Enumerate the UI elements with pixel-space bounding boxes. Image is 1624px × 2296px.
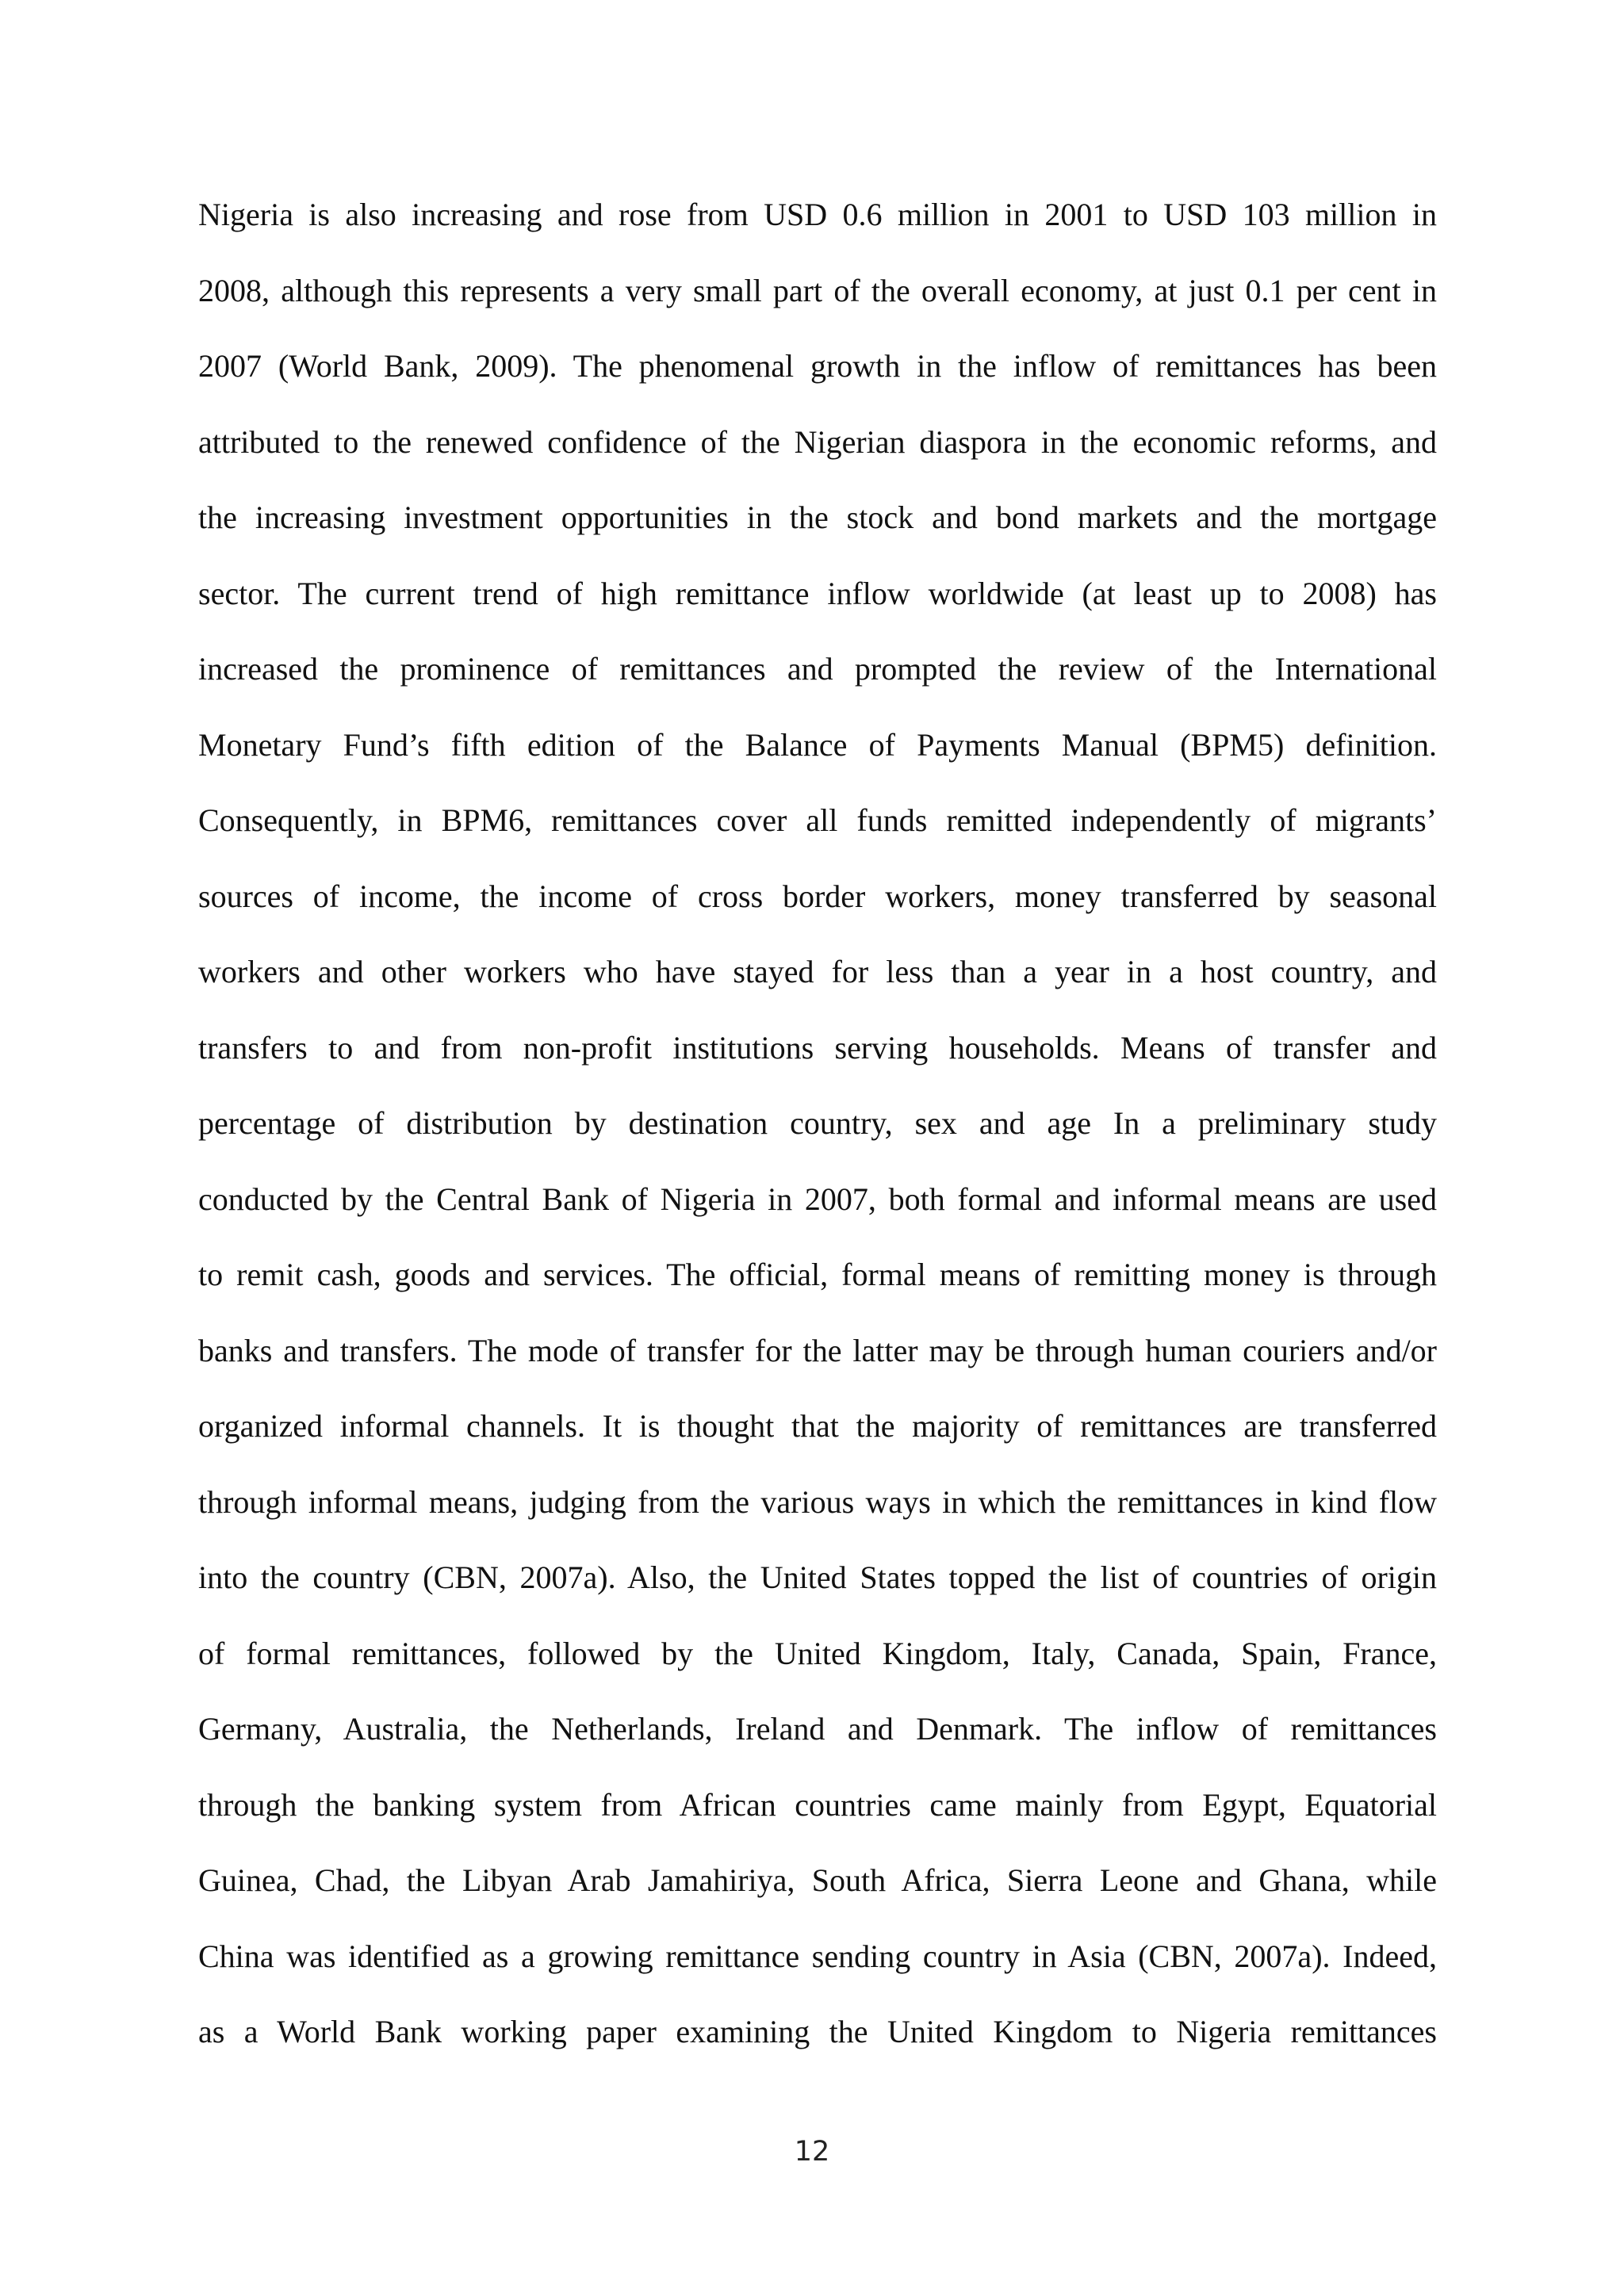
text-line: through informal means, judging from the various ways in which the remittances in kind flow <box>198 1483 1437 1520</box>
text-line: as a World Bank working paper examining the United Kingdom to Nigeria remittances <box>198 2014 1437 2049</box>
text-line: 2008, although this represents a very small part of the overall economy, at just 0.1 per cent in <box>198 272 1437 308</box>
text-line: increased the prominence of remittances and prompted the review of the International <box>198 651 1437 687</box>
page-number: 12 <box>794 2136 830 2168</box>
text-line: Germany, Australia, the Netherlands, Ireland and Denmark. The inflow of remittances <box>198 1711 1437 1747</box>
text-line: of formal remittances, followed by the United Kingdom, Italy, Canada, Spain, France, <box>198 1635 1437 1671</box>
text-line: Monetary Fund’s fifth edition of the Balance of Payments Manual (BPM5) definition. <box>198 726 1437 763</box>
text-line: conducted by the Central Bank of Nigeria in 2007, both formal and informal means are used <box>198 1181 1437 1217</box>
text-line: Nigeria is also increasing and rose from USD 0.6 million in 2001 to USD 103 million in <box>198 197 1437 232</box>
text-line: banks and transfers. The mode of transfer for the latter may be through human couriers and/or <box>198 1332 1437 1368</box>
text-line: the increasing investment opportunities in the stock and bond markets and the mortgage <box>198 499 1437 535</box>
text-line: sector. The current trend of high remittance inflow worldwide (at least up to 2008) has <box>198 575 1437 611</box>
text-line: Consequently, in BPM6, remittances cover all funds remitted independently of migrants’ <box>198 802 1437 838</box>
text-line: workers and other workers who have stayed for less than a year in a host country, and <box>198 954 1437 989</box>
body-paragraph <box>198 191 1437 2084</box>
text-line: organized informal channels. It is thought that the majority of remittances are transferred <box>198 1408 1437 1444</box>
text-line: through the banking system from African countries came mainly from Egypt, Equatorial <box>198 1786 1437 1823</box>
text-line: 2007 (World Bank, 2009). The phenomenal growth in the inflow of remittances has been <box>198 348 1437 384</box>
text-line: attributed to the renewed confidence of the Nigerian diaspora in the economic reforms, and <box>198 423 1437 460</box>
text-line: China was identified as a growing remittance sending country in Asia (CBN, 2007a). Indeed, <box>198 1938 1437 1974</box>
text-line: sources of income, the income of cross border workers, money transferred by seasonal <box>198 878 1437 914</box>
text-line: percentage of distribution by destination country, sex and age In a preliminary study <box>198 1105 1437 1141</box>
text-line: Guinea, Chad, the Libyan Arab Jamahiriya, South Africa, Sierra Leone and Ghana, while <box>198 1862 1437 1898</box>
text-line: to remit cash, goods and services. The official, formal means of remitting money is through <box>198 1257 1437 1292</box>
text-line: into the country (CBN, 2007a). Also, the United States topped the list of countries of origin <box>198 1559 1437 1595</box>
text-line: transfers to and from non-profit institutions serving households. Means of transfer and <box>198 1029 1437 1066</box>
